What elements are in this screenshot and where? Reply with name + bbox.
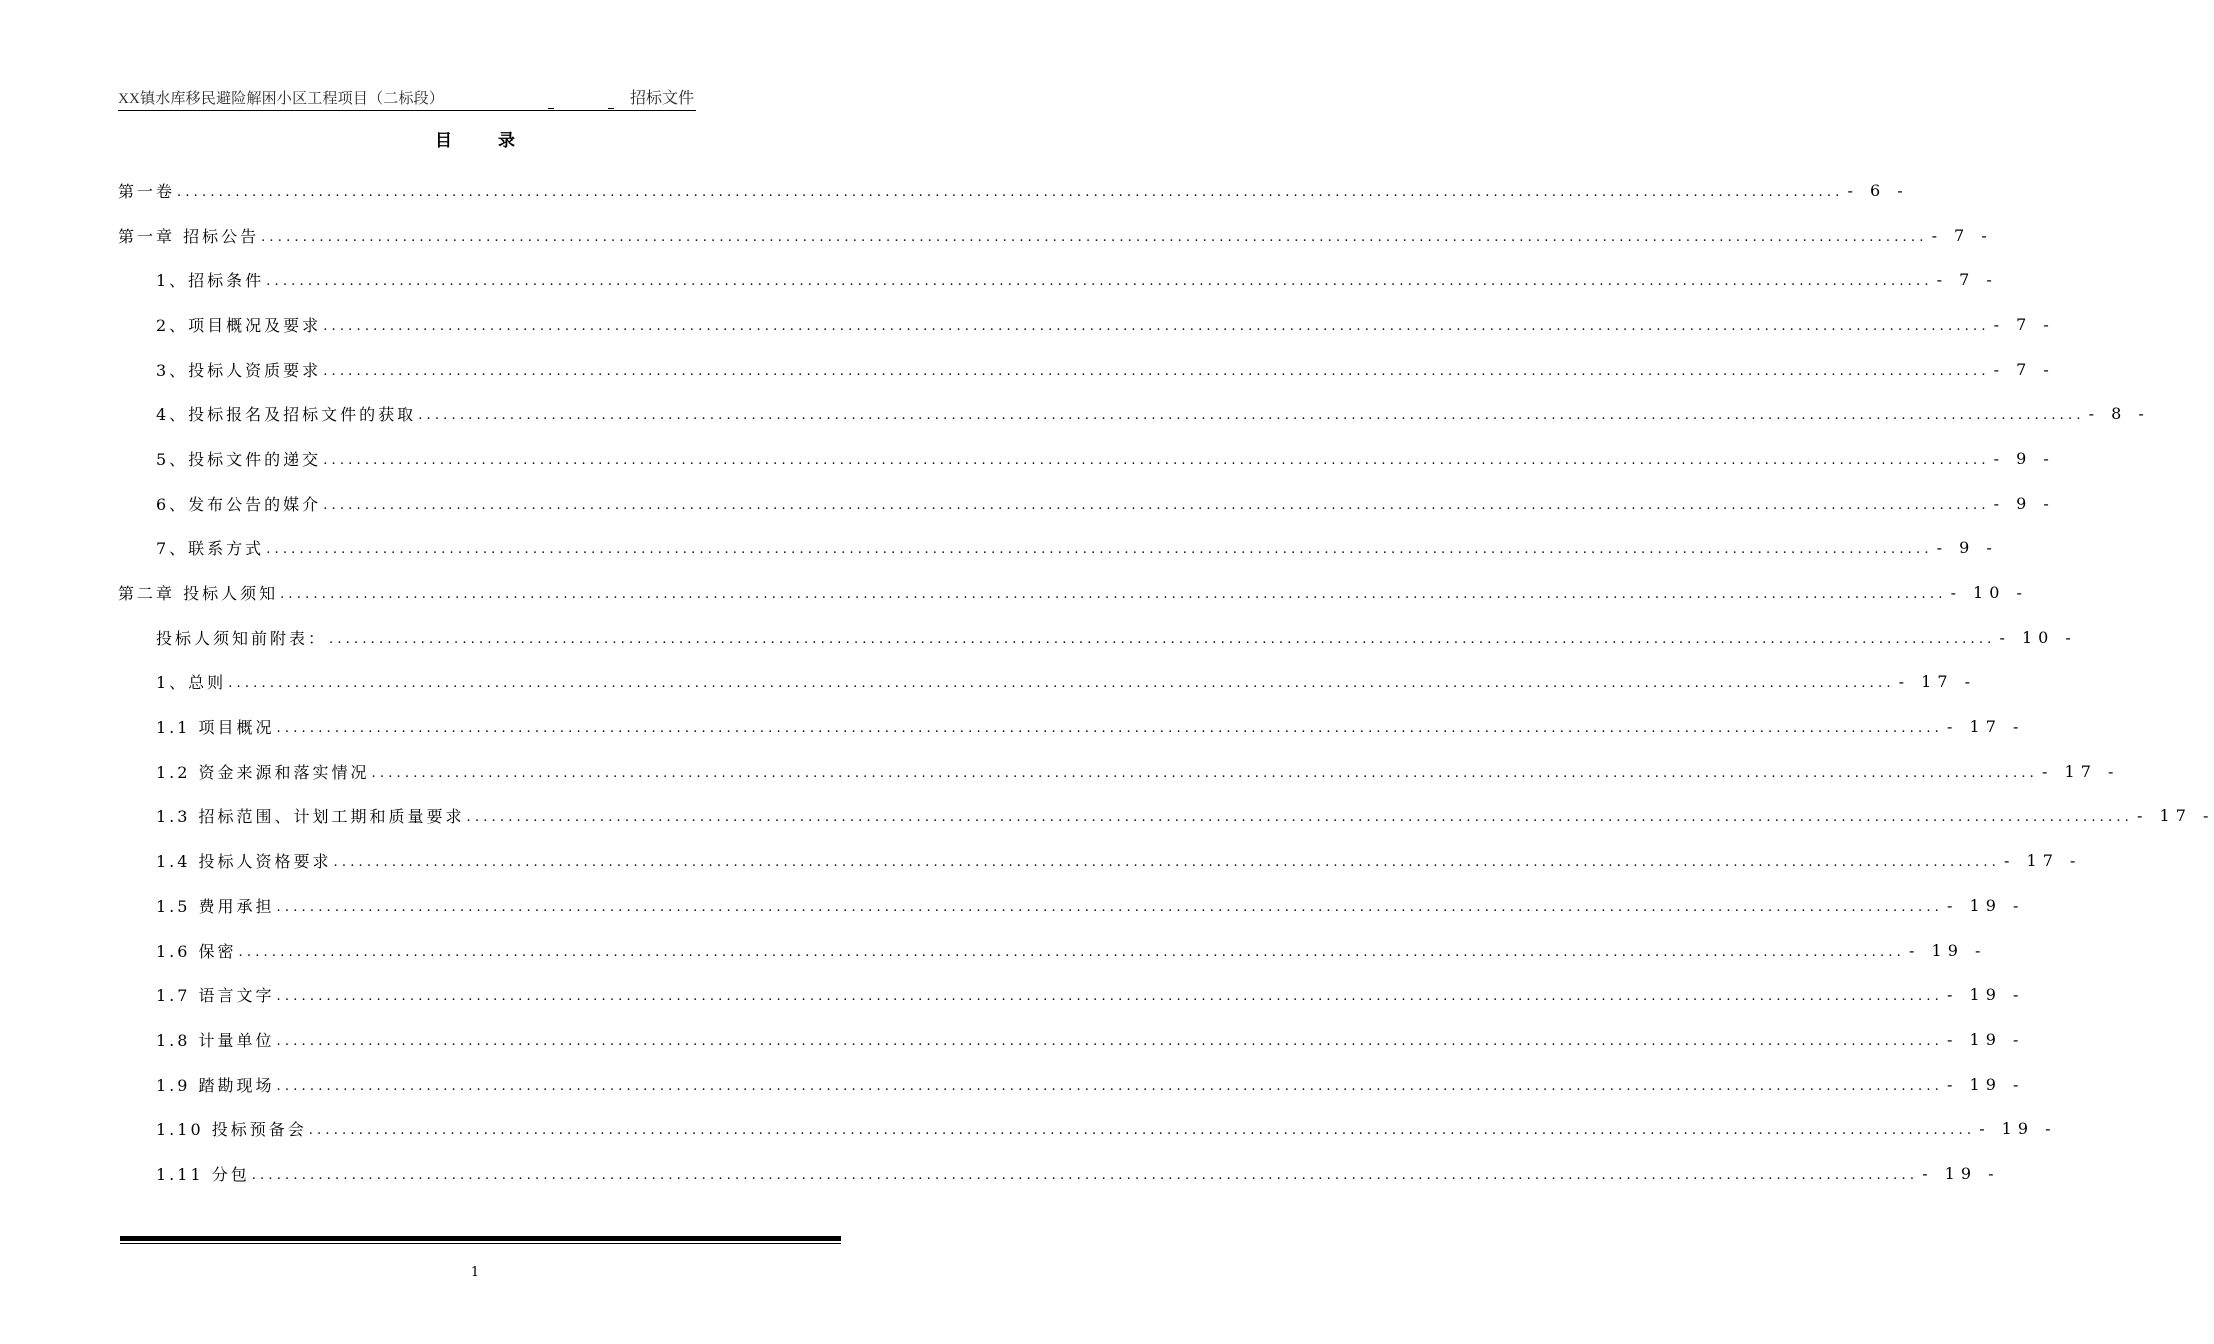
header-doc-type: 招标文件 — [629, 90, 694, 107]
toc-dot-leader: ........................................................................................................................................................................................................ — [276, 989, 1944, 1005]
toc-entry-page: - 19 - — [1979, 1119, 2057, 1139]
toc-dot-leader: ........................................................................................................................................................................................................ — [323, 363, 1990, 379]
toc-entry-label: 1.3 招标范围、计划工期和质量要求 — [156, 807, 465, 827]
toc-dot-leader: ........................................................................................................................................................................................................ — [333, 855, 2001, 871]
toc-entry-page: - 17 - — [2004, 851, 2082, 871]
toc-entry[interactable] — [118, 704, 2025, 749]
toc-dot-leader: ........................................................................................................................................................................................................ — [308, 1123, 1976, 1139]
toc-entry[interactable] — [118, 526, 1998, 571]
toc-entry-label: 6、发布公告的媒介 — [156, 494, 322, 514]
toc-dot-leader: ........................................................................................................................................................................................................ — [323, 318, 1990, 334]
toc-entry-label: 投标人须知前附表： — [156, 628, 328, 648]
toc-dot-leader: ........................................................................................................................................................................................................ — [261, 229, 1928, 245]
toc-dot-leader: ........................................................................................................................................................................................................ — [323, 497, 1990, 513]
toc-entry-label: 1、招标条件 — [156, 271, 265, 291]
toc-dot-leader: ........................................................................................................................................................................................................ — [266, 542, 1933, 558]
toc-entry-label: 4、投标报名及招标文件的获取 — [156, 405, 417, 425]
toc-dot-leader: ........................................................................................................................................................................................................ — [177, 184, 1844, 200]
toc-dot-leader: ........................................................................................................................................................................................................ — [466, 810, 2134, 826]
toc-entry[interactable] — [118, 794, 2214, 839]
toc-entry-page: - 9 - — [1993, 493, 2055, 513]
page-number: 1 — [470, 1265, 480, 1280]
toc-entry-label: 1.2 资金来源和落实情况 — [156, 762, 370, 782]
toc-entry[interactable] — [118, 883, 2025, 928]
toc-entry[interactable] — [118, 1017, 2025, 1062]
toc-dot-leader: ........................................................................................................................................................................................................ — [251, 1167, 1919, 1183]
toc-entry-label: 1.6 保密 — [156, 941, 237, 961]
toc-entry[interactable] — [118, 749, 2120, 794]
toc-entry-label: 1.8 计量单位 — [156, 1030, 275, 1050]
toc-entry[interactable] — [118, 391, 2150, 436]
table-of-contents — [118, 168, 2214, 1196]
toc-entry-label: 3、投标人资质要求 — [156, 360, 322, 380]
toc-entry-page: - 19 - — [1922, 1163, 2000, 1183]
toc-entry[interactable] — [118, 570, 2028, 615]
header-dash — [548, 108, 554, 109]
toc-entry-page: - 10 - — [1950, 583, 2028, 603]
toc-entry-page: - 17 - — [2042, 761, 2120, 781]
toc-entry-label: 1.4 投标人资格要求 — [156, 852, 332, 872]
footer-rule — [120, 1236, 841, 1241]
toc-dot-leader: ........................................................................................................................................................................................................ — [329, 631, 1996, 647]
toc-entry[interactable] — [118, 1062, 2025, 1107]
toc-entry-label: 1.10 投标预备会 — [156, 1120, 307, 1140]
toc-entry[interactable] — [118, 928, 1987, 973]
toc-entry-label: 1、总则 — [156, 673, 227, 693]
toc-entry-page: - 9 - — [1936, 538, 1998, 558]
header-project-title: XX镇水库移民避险解困小区工程项目（二标段） — [118, 91, 445, 107]
toc-entry[interactable] — [118, 347, 2055, 392]
toc-dot-leader: ........................................................................................................................................................................................................ — [323, 452, 1990, 468]
toc-entry-page: - 19 - — [1947, 1074, 2025, 1094]
toc-entry-page: - 7 - — [1993, 314, 2055, 334]
toc-entry[interactable] — [118, 1106, 2057, 1151]
toc-dot-leader: ........................................................................................................................................................................................................ — [266, 274, 1933, 290]
toc-dot-leader: ........................................................................................................................................................................................................ — [228, 676, 1895, 692]
toc-entry[interactable] — [118, 168, 1909, 213]
header-dash — [608, 108, 614, 109]
toc-entry[interactable] — [118, 1151, 2000, 1196]
toc-entry-label: 第二章 投标人须知 — [118, 584, 279, 604]
toc-entry-label: 第一卷 — [118, 181, 176, 201]
toc-entry-label: 1.7 语言文字 — [156, 986, 275, 1006]
toc-entry[interactable] — [118, 481, 2055, 526]
toc-entry-page: - 9 - — [1993, 448, 2055, 468]
toc-entry-page: - 7 - — [1936, 270, 1998, 290]
toc-entry[interactable] — [118, 302, 2055, 347]
toc-entry-page: - 10 - — [1999, 627, 2077, 647]
toc-entry-page: - 17 - — [2137, 806, 2214, 826]
toc-entry-page: - 19 - — [1909, 940, 1987, 960]
toc-entry-label: 第一章 招标公告 — [118, 226, 260, 246]
toc-dot-leader: ........................................................................................................................................................................................................ — [280, 587, 1947, 603]
toc-entry[interactable] — [118, 972, 2025, 1017]
toc-entry[interactable] — [118, 660, 1976, 705]
toc-dot-leader: ........................................................................................................................................................................................................ — [276, 1078, 1944, 1094]
toc-dot-leader: ........................................................................................................................................................................................................ — [276, 1033, 1944, 1049]
toc-title: 目 录 — [435, 131, 535, 151]
page-header — [118, 88, 696, 111]
toc-entry-label: 1.11 分包 — [156, 1164, 250, 1184]
toc-entry[interactable] — [118, 436, 2055, 481]
toc-dot-leader: ........................................................................................................................................................................................................ — [371, 765, 2039, 781]
toc-entry-label: 7、联系方式 — [156, 539, 265, 559]
toc-entry-page: - 19 - — [1947, 985, 2025, 1005]
toc-dot-leader: ........................................................................................................................................................................................................ — [276, 899, 1944, 915]
toc-entry-page: - 8 - — [2088, 404, 2150, 424]
toc-entry[interactable] — [118, 213, 1993, 258]
toc-dot-leader: ........................................................................................................................................................................................................ — [276, 721, 1944, 737]
toc-entry-page: - 7 - — [1931, 225, 1993, 245]
toc-entry-page: - 17 - — [1898, 672, 1976, 692]
toc-entry-label: 2、项目概况及要求 — [156, 315, 322, 335]
toc-entry[interactable] — [118, 838, 2082, 883]
toc-dot-leader: ........................................................................................................................................................................................................ — [238, 944, 1906, 960]
toc-entry[interactable] — [118, 257, 1998, 302]
toc-entry-label: 1.1 项目概况 — [156, 718, 275, 738]
toc-dot-leader: ........................................................................................................................................................................................................ — [418, 408, 2085, 424]
toc-entry-page: - 17 - — [1947, 717, 2025, 737]
toc-entry-page: - 6 - — [1847, 180, 1909, 200]
toc-entry-page: - 19 - — [1947, 895, 2025, 915]
toc-entry-page: - 19 - — [1947, 1029, 2025, 1049]
toc-entry[interactable] — [118, 615, 2077, 660]
toc-entry-page: - 7 - — [1993, 359, 2055, 379]
toc-entry-label: 1.5 费用承担 — [156, 896, 275, 916]
toc-entry-label: 1.9 踏勘现场 — [156, 1075, 275, 1095]
toc-entry-label: 5、投标文件的递交 — [156, 449, 322, 469]
footer-rule-thin — [120, 1243, 841, 1244]
